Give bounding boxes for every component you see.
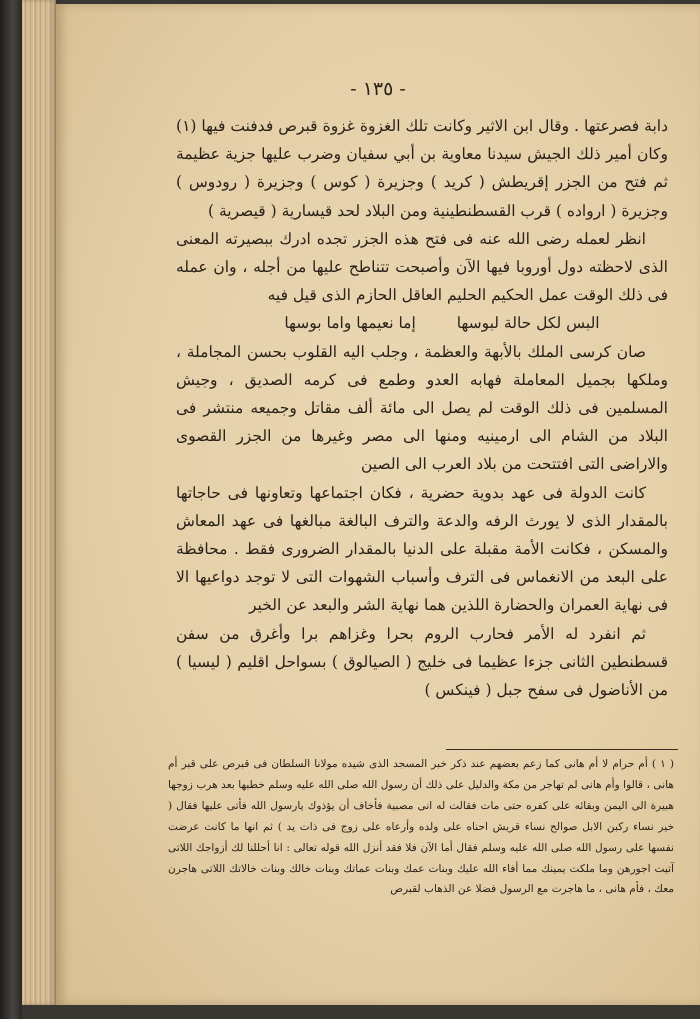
paragraph: صان كرسى الملك بالأبهة والعظمة ، وجلب اليه القلوب بحسن المجاملة ، وملكها بجميل المعاملة فهابه العدو وطمع فى كرمه الصديق ، وجيش المسلمين فى ذلك الوقت لم يصل الى مائة ألف مقاتل وجميعه منتشر فى البلاد من الشام الى ارمينيه ومنها الى مصر وغيرها من الجزر القصوى والاراضى التى افتتحت من بلاد العرب الى الصين bbox=[176, 342, 668, 474]
paragraph: ثم انفرد له الأمر فحارب الروم بحرا وغزاهم برا وأغرق من سفن قسطنطين الثانى جزءا عظيما فى خليج ( الصيالوق ) بسواحل اقليم ( ليسيا ) من الأناضول فى سفح جبل ( فينكس ) bbox=[176, 624, 668, 700]
footnote-divider bbox=[446, 749, 678, 750]
main-text bbox=[176, 112, 668, 704]
page-edges bbox=[22, 0, 56, 1005]
paragraph: انظر لعمله رضى الله عنه فى فتح هذه الجزر تجده ادرك ببصيرته المعنى الذى لاحظته دول أوروبا فيها الآن وأصبحت تتناطح عليها من أجله ، وان عمله فى ذلك الوقت عمل الحكيم الحليم العاقل الحازم الذى قيل فيه bbox=[176, 229, 668, 305]
paragraph: كانت الدولة فى عهد بدوية حضرية ، فكان اجتماعها وتعاونها فى حاجاتها بالمقدار الذى لا يورث الرفه والدعة والترف البالغة مبالغها فى عهد المعاش والمسكن ، فكانت الأمة مقبلة على الدنيا بالمقدار الضرورى فقط . محافظة على البعد من الانغماس فى الترف وأسباب الشهوات التى لا توجد دواعيها الا فى نهاية العمران والحضارة اللذين هما نهاية الشر والبعد عن الخير bbox=[176, 483, 668, 615]
footnotes bbox=[168, 754, 674, 900]
page-number: - ١٣٥ - bbox=[350, 78, 406, 100]
verse-first-hemistich: البس لكل حالة لبوسها bbox=[456, 314, 600, 333]
paragraph: دابة فصرعتها . وقال ابن الاثير وكانت تلك الغزوة غزوة قبرص فدفنت فيها (١) وكان أمير ذلك الجيش سيدنا معاوية بن أبي سفيان وضرب عليها جزية عظيمة ثم فتح من الجزر إقريطش ( كريد ) وجزيرة ( كوس ) وجزيرة ( رودوس ) وجزيرة ( ارواده ) قرب القسطنطينية ومن البلاد لحد قيسارية ( قيصرية ) bbox=[176, 117, 668, 220]
book-binding bbox=[0, 0, 22, 1019]
verse-second-hemistich: إما نعيمها واما بوسها bbox=[284, 314, 416, 333]
verse-line bbox=[176, 309, 668, 337]
book-page bbox=[56, 4, 700, 1005]
footnote: ( ١ ) أم حرام لا أم هانى كما زعم بعضهم عند ذكر خبر المسجد الذى شيده مولانا السلطان فى قبرص على قبر أم هانى ، قالوا وأم هانى لم تهاجر من مكة والدليل على ذلك أن رسول الله صلى الله عليه وسلم خطبها بعد هرب زوجها هبيرة الى اليمن وبقائه على كفره حتى مات فقالت له انى مصبية فأخاف أن يؤذوك يارسول الله فأتى عليها فقال ( خير نساء ركبن الابل صوالح نساء قريش احناه على ولده وأرعاه على زوج فى ذات يد ) ثم انها ما كانت عرضت نفسها على رسول الله صلى الله عليه وسلم فقال أما الآن فلا فقد أنزل الله قوله تعالى : انا أحللنا لك أزواجك اللاتى آتيت اجورهن وما ملكت يمينك مما أفاء الله عليك وبنات عمك وبنات عماتك وبنات خالك وبنات خالاتك اللاتى هاجرن معك ، فأم هانى ، ما هاجرت مع الرسول فضلا عن الذهاب لقبرص bbox=[168, 758, 674, 896]
